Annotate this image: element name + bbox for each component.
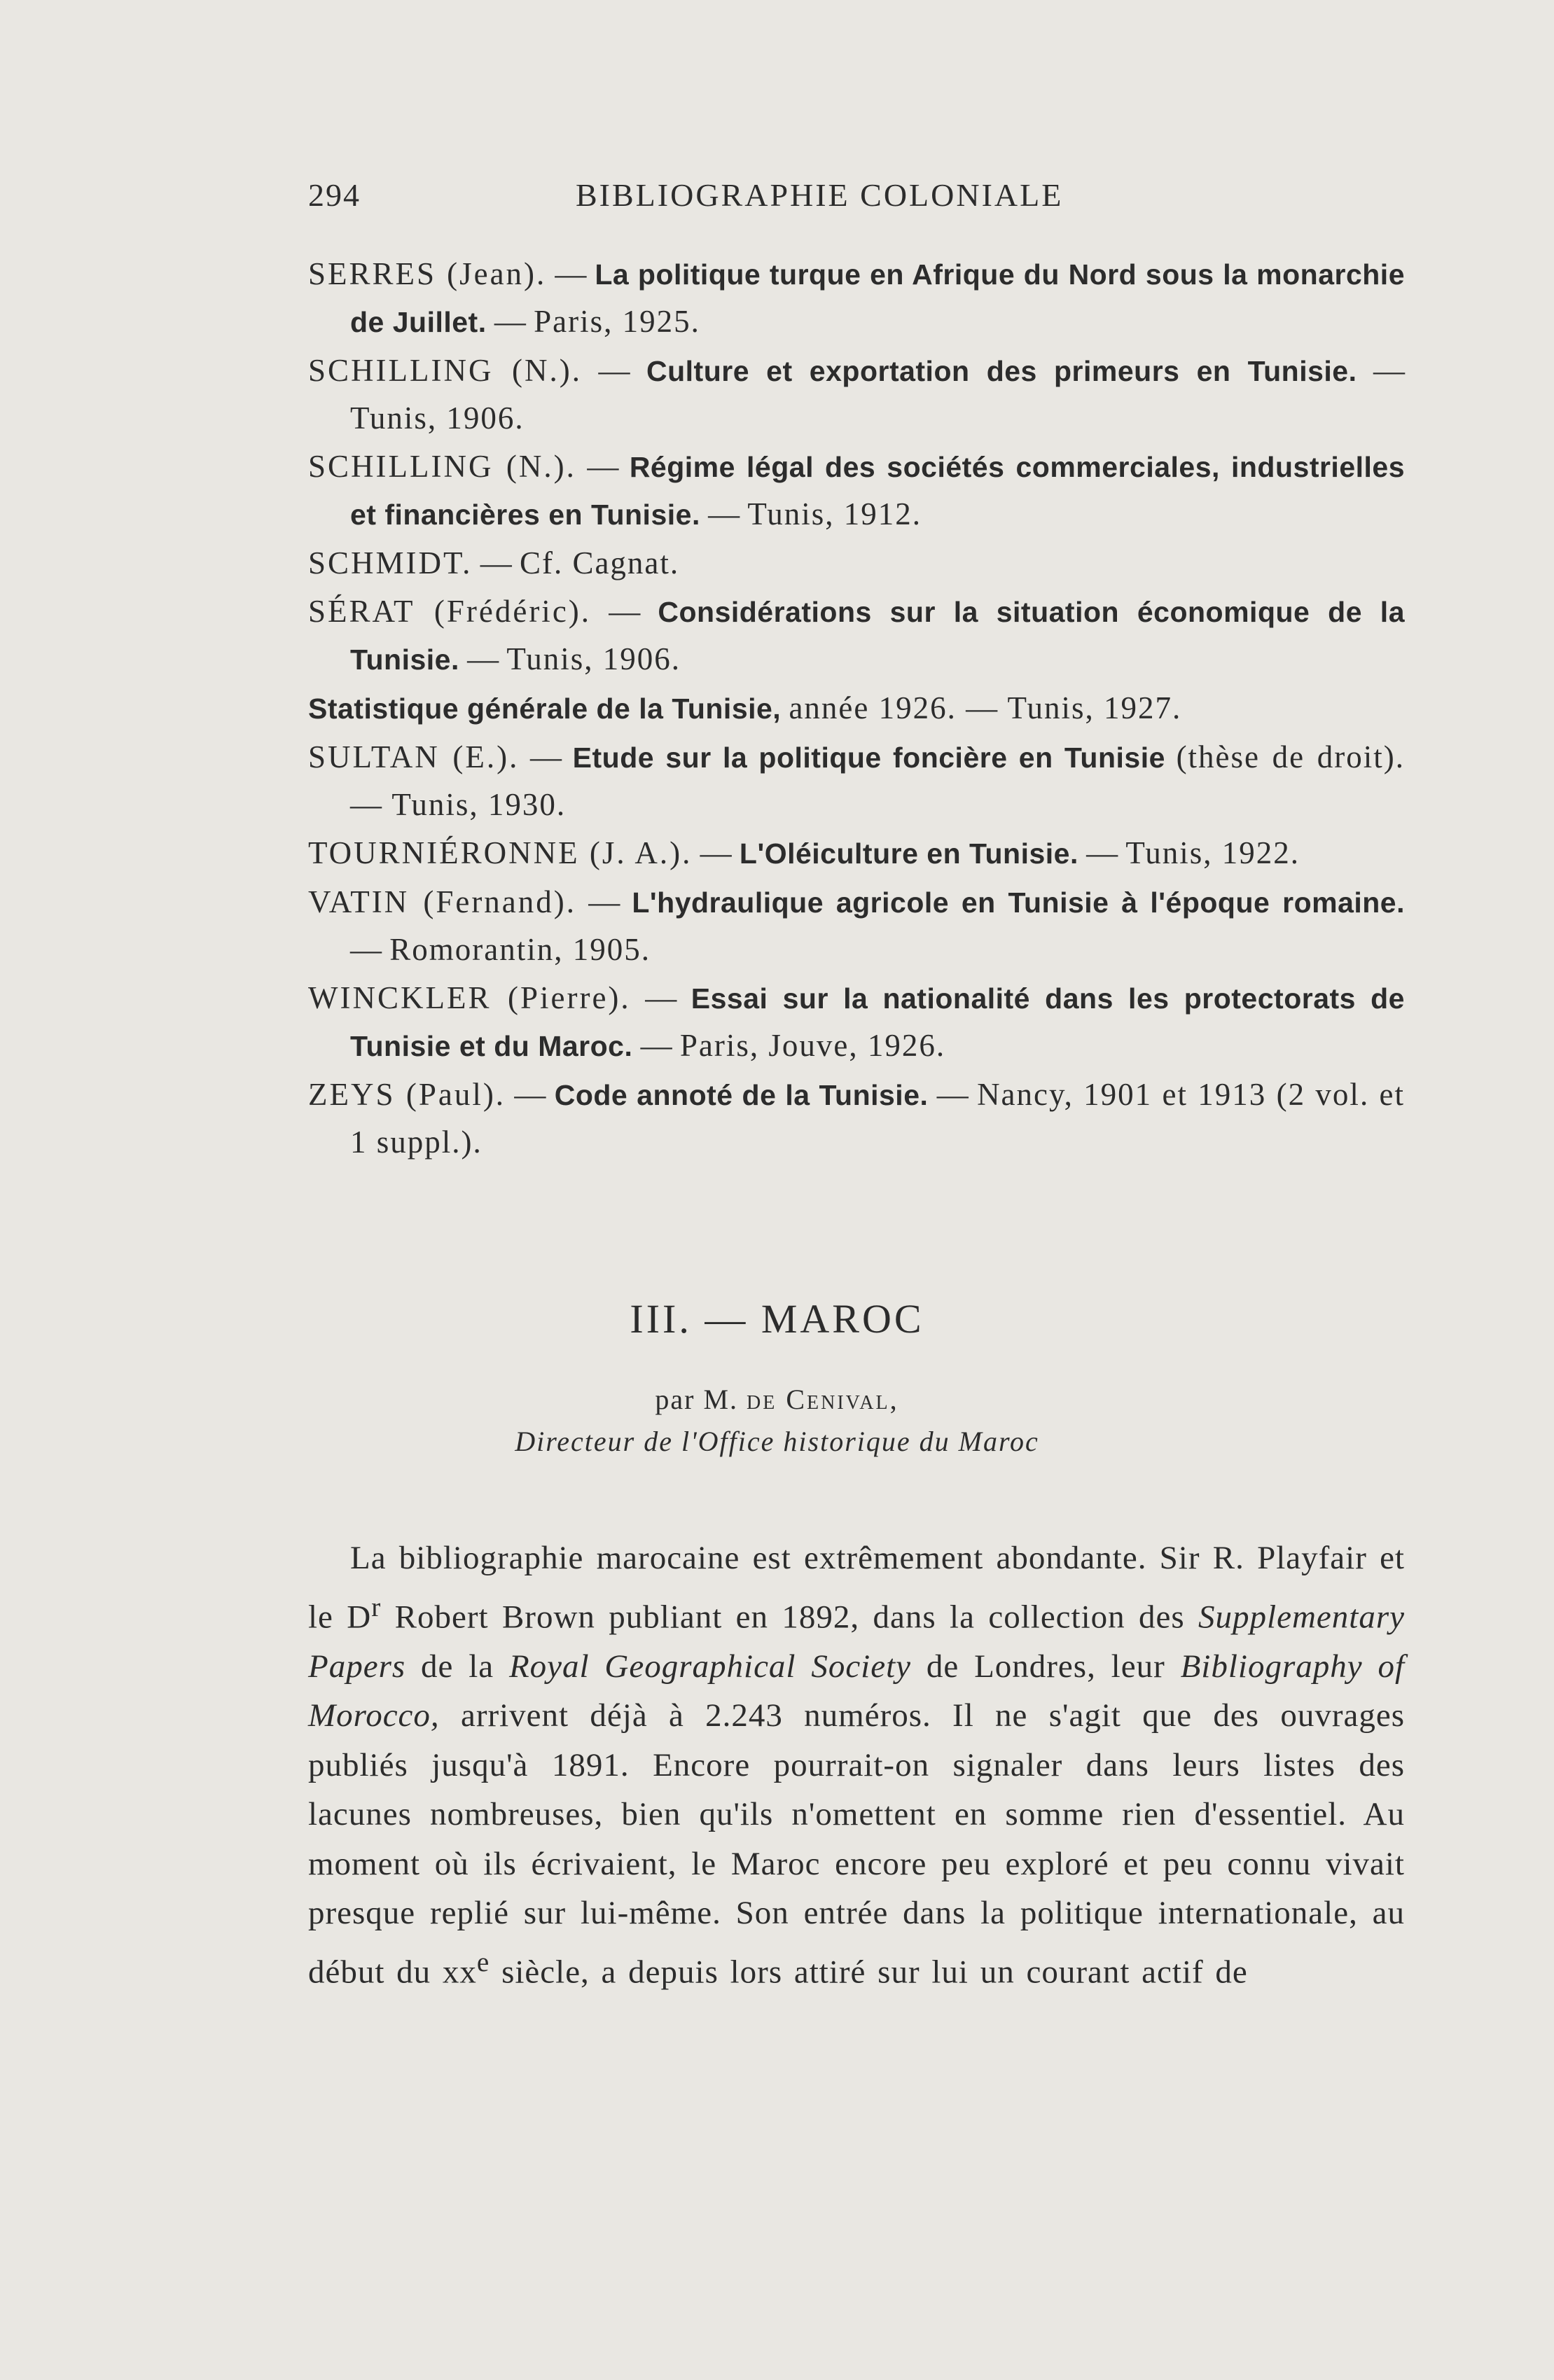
entry-author: SULTAN (E.). (308, 739, 520, 774)
bibliography-entry: SÉRAT (Frédéric). — Considérations sur la situation économique de la Tunisie. — Tunis, 1906. (308, 594, 1406, 676)
entry-publication: Tunis, 1912. (747, 496, 922, 531)
bibliography-entry: SULTAN (E.). — Etude sur la politique foncière en Tunisie (thèse de droit). — Tunis, 1930. (308, 739, 1405, 822)
byline-author: de Cenival, (747, 1384, 899, 1415)
entry-title: Essai sur la nationalité dans les protectorats de Tunisie et du Maroc. (350, 982, 1405, 1062)
entry-publication: Romorantin, 1905. (389, 932, 651, 967)
entry-publication: Tunis, 1906. (506, 641, 681, 676)
entry-title: L'Oléiculture en Tunisie. (739, 837, 1078, 870)
entry-title: L'hydraulique agricole en Tunisie à l'époque romaine. (632, 886, 1406, 919)
entry-author: SCHILLING (N.). (308, 353, 582, 388)
bibliography-entry: VATIN (Fernand). — L'hydraulique agricole en Tunisie à l'époque romaine. — Romorantin, 1905. (308, 884, 1406, 967)
byline-prefix: par M. (655, 1384, 739, 1415)
bibliography-entry: SCHMIDT. — Cf. Cagnat. (308, 545, 680, 580)
entry-author: TOURNIÉRONNE (J. A.). (308, 835, 693, 870)
page-number: 294 (308, 177, 361, 213)
italic-title: Bibliography of Morocco, (308, 1648, 1406, 1734)
entry-publication: Tunis, 1922. (1125, 835, 1300, 870)
author-role: Directeur de l'Office historique du Maroc (515, 1426, 1039, 1457)
italic-title: Supplementary Papers (308, 1599, 1405, 1685)
bibliography-entry: WINCKLER (Pierre). — Essai sur la nationalité dans les protectorats de Tunisie et du Maroc. — Paris, Jouve, 1926. (308, 980, 1405, 1063)
entry-title: La politique turque en Afrique du Nord sous la monarchie de Juillet. (350, 258, 1406, 338)
bibliography-entry: SCHILLING (N.). — Régime légal des sociétés commerciales, industrielles et financières en Tunisie. — Tunis, 1912. (308, 449, 1406, 531)
section-heading: III. — MAROC (630, 1296, 924, 1342)
entry-title: Considérations sur la situation économique de la Tunisie. (350, 596, 1406, 676)
entry-title: Régime légal des sociétés commerciales, industrielles et financières en Tunisie. (350, 451, 1406, 531)
entry-publication: année 1926. — Tunis, 1927. (789, 690, 1182, 725)
entry-author: VATIN (Fernand). (308, 884, 577, 919)
superscript: r (371, 1592, 382, 1622)
entry-author: SÉRAT (Frédéric). (308, 594, 592, 629)
italic-title: Royal Geographical Society (508, 1648, 912, 1685)
body-text-run: de Londres, leur (911, 1648, 1181, 1685)
body-text-run: arrivent déjà à 2.243 numéros. Il ne s'agit que des ouvrages publiés jusqu'à 1891. Encore pourrait-on signaler dans leurs listes des lacunes nombreuses, bien qu'ils n'omettent en somme rien d'essentiel. Au moment où ils écrivaient, le Maroc encore peu exploré et peu connu vivait presque replié sur lui-même. Son entrée dans la politique internationale, au début du xx (308, 1697, 1405, 1991)
entry-author: SCHMIDT. (308, 545, 473, 580)
entry-publication: Nancy, 1901 et 1913 (2 vol. et 1 suppl.). (350, 1077, 1405, 1160)
byline (0, 1383, 1554, 1416)
bibliography-list (308, 251, 1405, 1167)
superscript: e (476, 1947, 490, 1977)
running-title: BIBLIOGRAPHIE COLONIALE (576, 177, 1064, 213)
entry-title: Code annoté de la Tunisie. (554, 1079, 929, 1111)
bibliography-entry: ZEYS (Paul). — Code annoté de la Tunisie. — Nancy, 1901 et 1913 (2 vol. et 1 suppl.). (308, 1077, 1405, 1160)
body-text (308, 1533, 1405, 1997)
body-text-run: de la (405, 1648, 509, 1685)
entry-title: Statistique générale de la Tunisie, (308, 693, 782, 725)
entry-publication: (thèse de droit). — Tunis, 1930. (350, 739, 1405, 822)
running-header (308, 176, 1405, 218)
body-paragraph (308, 1533, 1405, 1997)
body-text-run: La bibliographie marocaine est extrêmement abondante. Sir R. Playfair et le D (308, 1540, 1405, 1636)
bibliography-entry (308, 685, 1405, 732)
body-text-run: siècle, a depuis lors attiré sur lui un courant actif de (490, 1954, 1248, 1991)
bibliography-entry: TOURNIÉRONNE (J. A.). — L'Oléiculture en Tunisie. — Tunis, 1922. (308, 835, 1300, 870)
entry-author: ZEYS (Paul). (308, 1077, 506, 1112)
body-text-run: Robert Brown publiant en 1892, dans la collection des (381, 1599, 1199, 1636)
entry-author: SERRES (Jean). (308, 256, 547, 291)
entry-title: Etude sur la politique foncière en Tunisie (572, 742, 1165, 774)
entry-title: Culture et exportation des primeurs en Tunisie. (646, 355, 1357, 387)
entry-author: SCHILLING (N.). (308, 449, 576, 484)
entry-publication: Paris, 1925. (534, 304, 700, 339)
entry-publication: Paris, Jouve, 1926. (679, 1028, 946, 1063)
bibliography-entry: SCHILLING (N.). — Culture et exportation des primeurs en Tunisie. — Tunis, 1906. (308, 353, 1406, 436)
bibliography-entry: SERRES (Jean). — La politique turque en Afrique du Nord sous la monarchie de Juillet. — Paris, 1925. (308, 256, 1406, 339)
entry-publication: Tunis, 1906. (350, 401, 525, 436)
entry-publication: Cf. Cagnat. (519, 545, 680, 580)
entry-author: WINCKLER (Pierre). (308, 980, 631, 1015)
